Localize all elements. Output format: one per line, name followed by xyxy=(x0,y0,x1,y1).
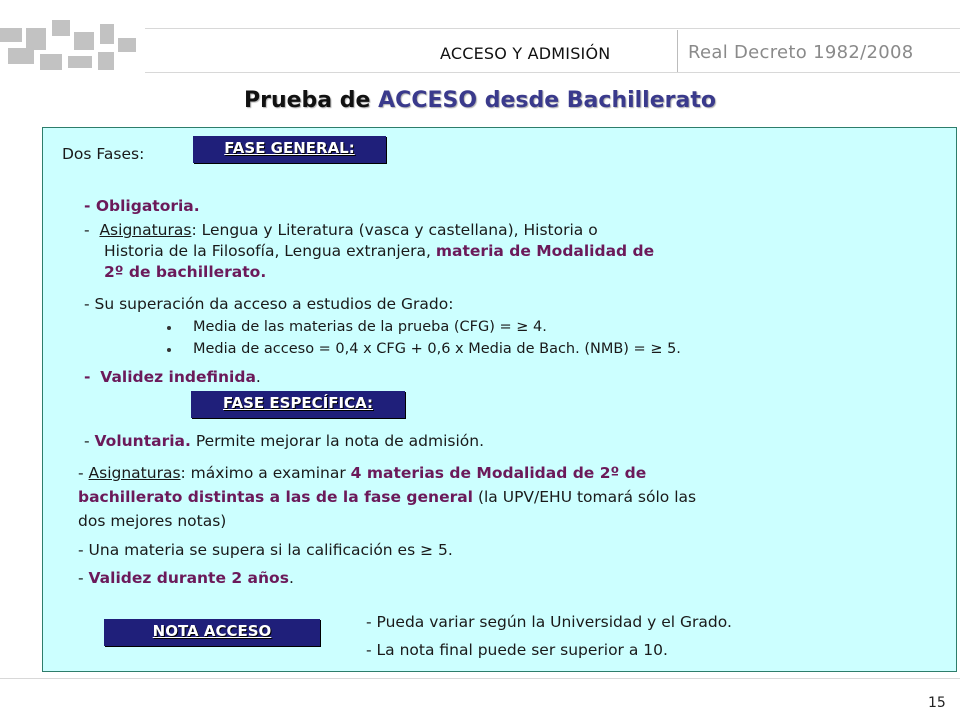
bullet-dot xyxy=(167,348,171,352)
university-logo xyxy=(0,18,150,76)
general-superacion: - Su superación da acceso a estudios de Grado: xyxy=(84,295,454,313)
dos-fases-label: Dos Fases: xyxy=(62,145,145,163)
especifica-validez: - Validez durante 2 años. xyxy=(78,569,294,587)
general-asignaturas-line1: - Asignaturas: Lengua y Literatura (vasca y castellana), Historia o xyxy=(84,221,598,239)
slide-title-part2: ACCESO desde Bachillerato xyxy=(378,88,716,113)
page-number: 15 xyxy=(928,695,946,711)
header-section-title: ACCESO Y ADMISIÓN xyxy=(440,44,611,63)
header-separator xyxy=(677,30,678,72)
especifica-supera: - Una materia se supera si la calificación es ≥ 5. xyxy=(78,541,453,559)
general-asignaturas-line3: 2º de bachillerato. xyxy=(104,263,267,281)
bullet-dot xyxy=(167,326,171,330)
general-asignaturas-line2: Historia de la Filosofía, Lengua extranjera, materia de Modalidad de xyxy=(104,242,655,260)
nota-line1: - Pueda variar según la Universidad y el Grado. xyxy=(366,613,732,631)
especifica-asignaturas-line1: - Asignaturas: máximo a examinar 4 materias de Modalidad de 2º de xyxy=(78,464,647,482)
slide-title xyxy=(0,88,960,113)
footer-rule xyxy=(0,678,960,679)
header-rule-top xyxy=(145,28,960,29)
slide-title-part1: Prueba de xyxy=(244,88,379,113)
general-validez: - Validez indefinida. xyxy=(84,368,261,386)
fase-especifica-tag: FASE ESPECÍFICA: xyxy=(191,391,405,418)
general-obligatoria: - Obligatoria. xyxy=(84,197,200,215)
header-law-reference: Real Decreto 1982/2008 xyxy=(688,42,914,63)
general-bullet-cfg: Media de las materias de la prueba (CFG) = ≥ 4. xyxy=(193,319,547,335)
especifica-asignaturas-line3: dos mejores notas) xyxy=(78,512,227,530)
nota-acceso-tag: NOTA ACCESO xyxy=(104,619,320,646)
header-rule-bottom xyxy=(145,72,960,73)
general-bullet-media-acceso: Media de acceso = 0,4 x CFG + 0,6 x Media de Bach. (NMB) = ≥ 5. xyxy=(193,341,681,357)
fase-general-tag: FASE GENERAL: xyxy=(193,136,386,163)
nota-line2: - La nota final puede ser superior a 10. xyxy=(366,641,668,659)
especifica-voluntaria: - Voluntaria. Permite mejorar la nota de admisión. xyxy=(84,432,484,450)
especifica-asignaturas-line2: bachillerato distintas a las de la fase general (la UPV/EHU tomará sólo las xyxy=(78,488,697,506)
